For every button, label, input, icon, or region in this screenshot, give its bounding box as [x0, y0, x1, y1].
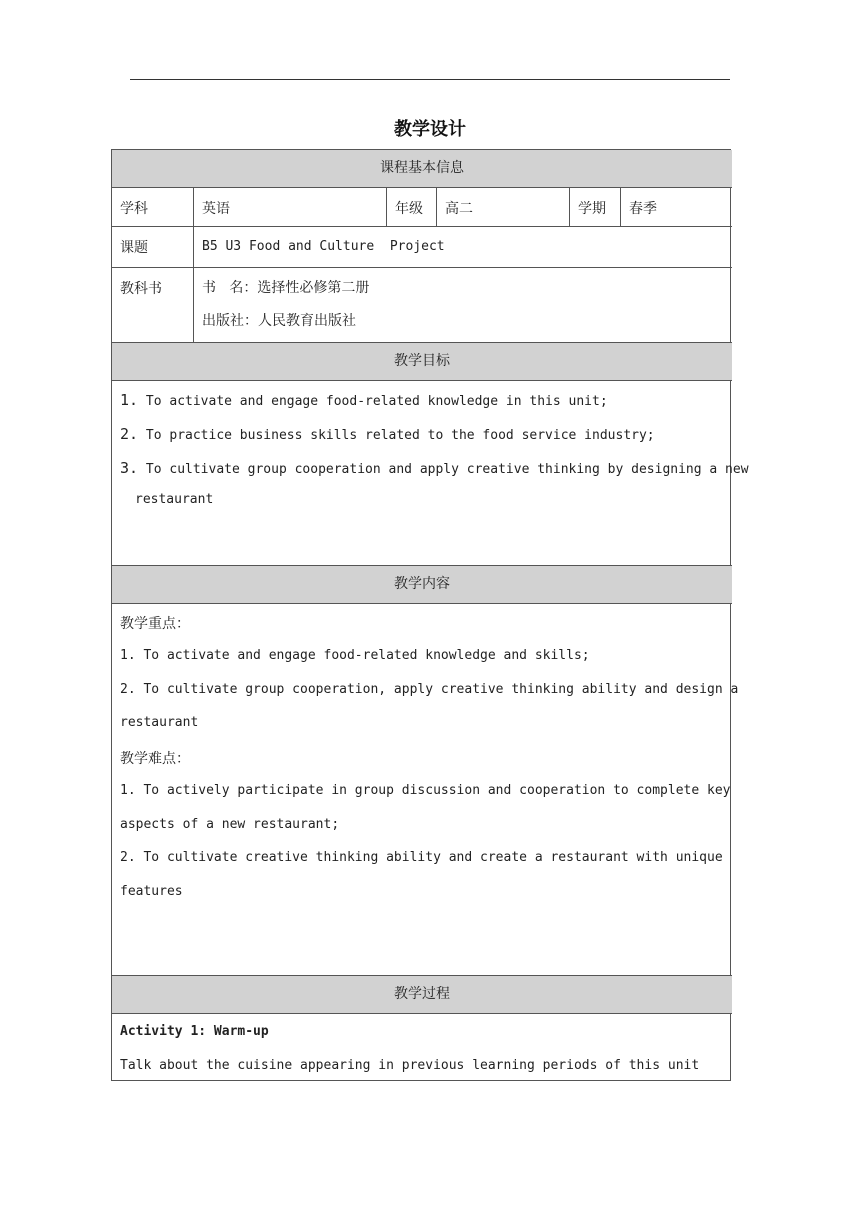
activity-title: Activity 1: Warm-up — [120, 1024, 269, 1039]
difficult-point-1-cont: aspects of a new restaurant; — [120, 817, 340, 832]
term-label: 学期 — [570, 188, 621, 227]
page-title: 教学设计 — [394, 119, 466, 140]
basic-info-header: 课程基本信息 — [112, 150, 732, 188]
subject-label: 学科 — [112, 188, 194, 227]
key-point-1: 1. To activate and engage food-related knowledge and skills; — [120, 648, 590, 663]
process-body — [112, 1014, 732, 1080]
objectives-header: 教学目标 — [112, 343, 732, 381]
topic-label: 课题 — [112, 227, 194, 268]
difficult-points-label: 教学难点： — [120, 751, 190, 767]
grade-value: 高二 — [437, 188, 570, 227]
difficult-point-1: 1. To actively participate in group discussion and cooperation to complete key — [120, 783, 731, 798]
process-header: 教学过程 — [112, 976, 732, 1014]
textbook-value — [194, 268, 732, 343]
activity-text: Talk about the cuisine appearing in previous learning periods of this unit — [120, 1058, 700, 1073]
objective-item-1: 1. To activate and engage food-related knowledge in this unit; — [120, 391, 608, 409]
content-header: 教学内容 — [112, 566, 732, 604]
subject-value: 英语 — [194, 188, 387, 227]
content-body — [112, 604, 739, 976]
topic-value: B5 U3 Food and Culture Project — [194, 227, 732, 268]
book-name: 书 名：选择性必修第二册 — [202, 280, 370, 296]
header-rule — [130, 79, 730, 80]
objective-item-3-cont: restaurant — [135, 492, 214, 507]
publisher: 出版社：人民教育出版社 — [202, 313, 356, 329]
key-point-2: 2. To cultivate group cooperation, apply creative thinking ability and design a — [120, 682, 739, 697]
grade-label: 年级 — [387, 188, 437, 227]
term-value: 春季 — [621, 188, 732, 227]
key-point-2-cont: restaurant — [120, 715, 199, 730]
textbook-label: 教科书 — [112, 268, 194, 343]
objectives-body — [112, 381, 749, 566]
lesson-plan-table — [111, 149, 749, 1081]
objective-item-2: 2. To practice business skills related to the food service industry; — [120, 425, 655, 443]
difficult-point-2-cont: features — [120, 884, 183, 899]
key-points-label: 教学重点： — [120, 616, 190, 632]
difficult-point-2: 2. To cultivate creative thinking ability and create a restaurant with unique — [120, 850, 723, 865]
objective-item-3: 3. To cultivate group cooperation and apply creative thinking by designing a new — [120, 459, 749, 477]
